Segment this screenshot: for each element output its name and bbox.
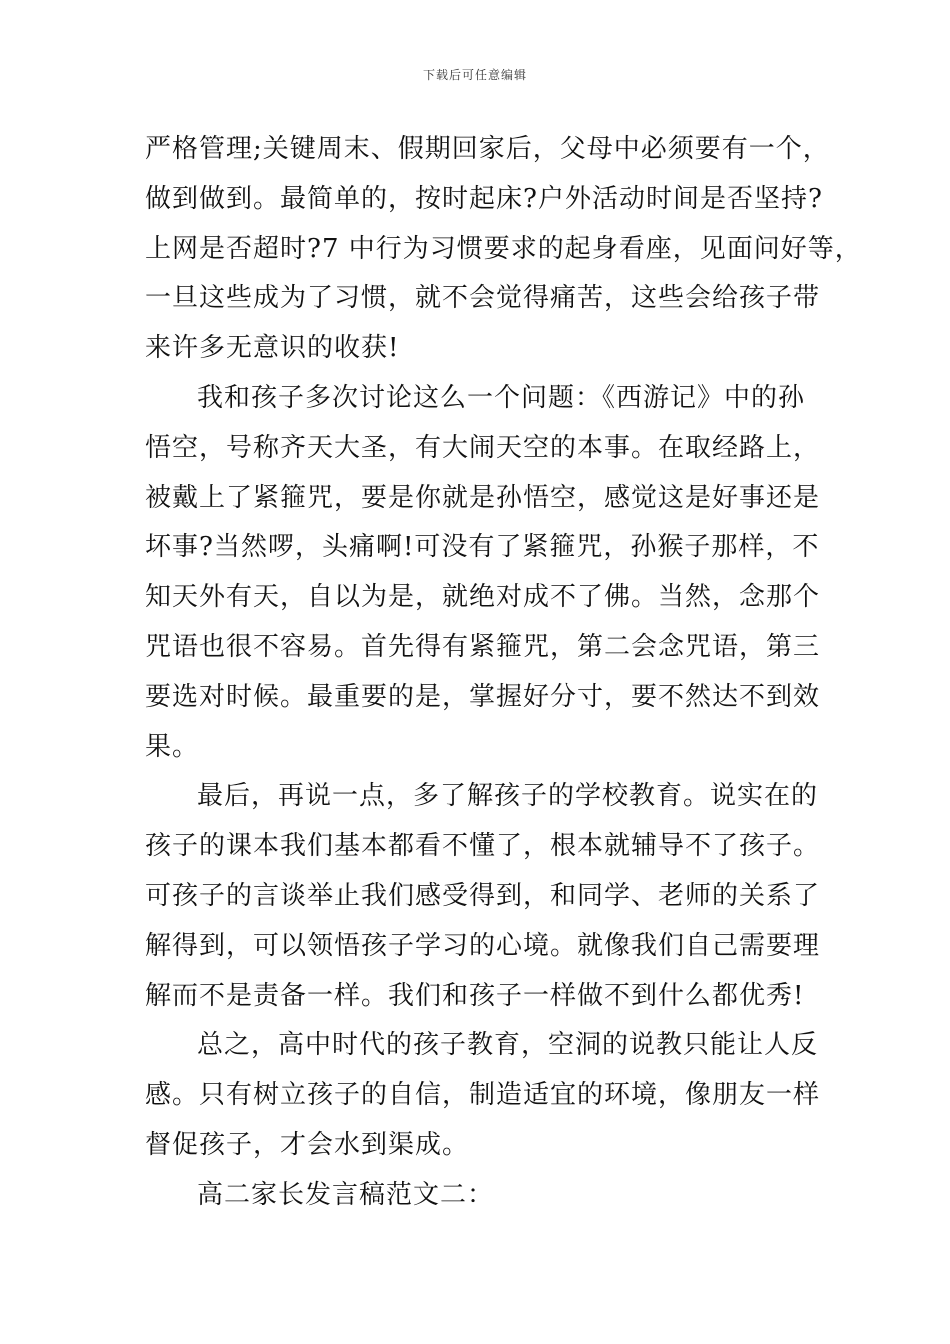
text-line: 孩子的课本我们基本都看不懂了，根本就辅导不了孩子。 bbox=[145, 831, 821, 862]
text-line: 解得到，可以领悟孩子学习的心境。就像我们自己需要理 bbox=[145, 930, 821, 961]
text-line: 最后，再说一点，多了解孩子的学校教育。说实在的 bbox=[197, 781, 819, 812]
text-line: 知天外有天，自以为是，就绝对成不了佛。当然，念那个 bbox=[145, 582, 821, 613]
text-line: 高二家长发言稿范文二： bbox=[197, 1179, 495, 1210]
text-line: 可孩子的言谈举止我们感受得到，和同学、老师的关系了 bbox=[145, 880, 821, 911]
text-line: 解而不是责备一样。我们和孩子一样做不到什么都优秀! bbox=[145, 980, 805, 1011]
text-line: 悟空，号称齐天大圣，有大闹天空的本事。在取经路上， bbox=[145, 432, 821, 463]
text-line: 咒语也很不容易。首先得有紧箍咒，第二会念咒语，第三 bbox=[145, 631, 821, 662]
text-line: 我和孩子多次讨论这么一个问题：《西游记》中的孙 bbox=[197, 382, 806, 413]
text-line: 来许多无意识的收获! bbox=[145, 333, 400, 364]
text-line: 严格管理;关键周末、假期回家后，父母中必须要有一个， bbox=[145, 134, 830, 164]
text-line: 总之，高中时代的孩子教育，空洞的说教只能让人反 bbox=[197, 1030, 819, 1061]
text-line: 督促孩子，才会水到渠成。 bbox=[145, 1129, 470, 1160]
page-header: 下载后可任意编辑 bbox=[422, 68, 527, 82]
text-line: 感。只有树立孩子的自信，制造适宜的环境，像朋友一样 bbox=[145, 1080, 821, 1111]
document-body bbox=[145, 125, 862, 1221]
text-line: 果。 bbox=[145, 731, 200, 762]
text-line: 一旦这些成为了习惯，就不会觉得痛苦，这些会给孩子带 bbox=[145, 283, 821, 314]
text-line: 被戴上了紧箍咒，要是你就是孙悟空，感觉这是好事还是 bbox=[145, 482, 821, 513]
text-line: 做到做到。最简单的，按时起床?户外活动时间是否坚持? bbox=[145, 183, 823, 214]
text-line: 坏事?当然啰，头痛啊!可没有了紧箍咒，孙猴子那样，不 bbox=[145, 532, 820, 563]
text-line: 上网是否超时?7 中行为习惯要求的起身看座，见面问好等， bbox=[145, 233, 862, 264]
text-line: 要选对时候。最重要的是，掌握好分寸，要不然达不到效 bbox=[145, 681, 821, 712]
